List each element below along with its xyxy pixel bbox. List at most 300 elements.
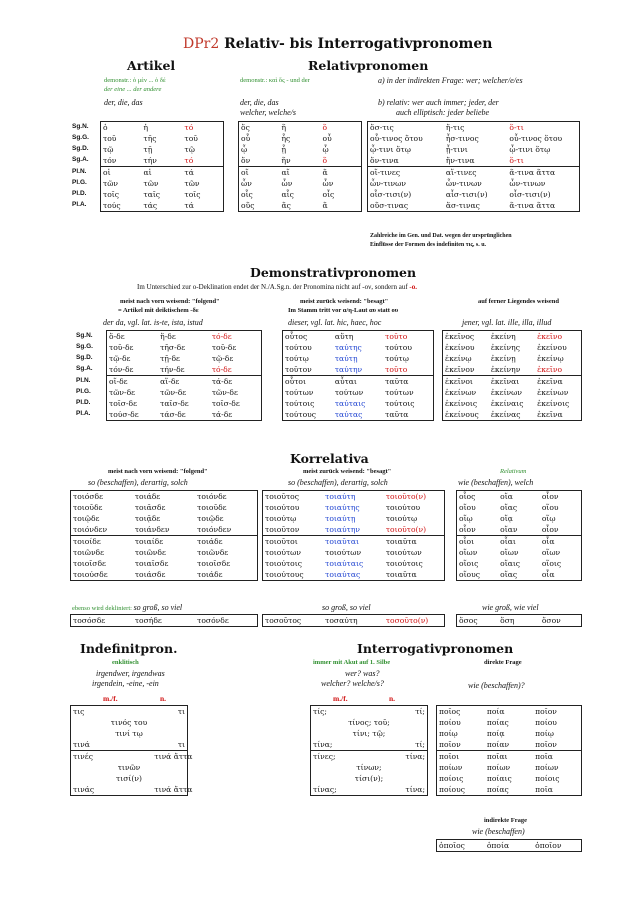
table-cell: τοιῶνδε [73, 548, 105, 557]
table-cell: ἐκεῖνος [445, 332, 475, 341]
case-label: Pl.G. [76, 388, 91, 395]
case-label: Pl.A. [72, 201, 87, 208]
case-label: Pl.D. [72, 190, 87, 197]
table-row [443, 331, 582, 343]
indef-note: enklitisch [112, 659, 139, 666]
demo-table-ekeinos [442, 330, 582, 421]
table-row [107, 364, 262, 376]
table-cell: τίνα; [405, 785, 425, 794]
table-cell: τούτους [285, 410, 317, 419]
table-cell: τούσ-δε [109, 410, 139, 419]
table-row [71, 536, 258, 548]
relativ-meaning-left: der, die, das [240, 98, 279, 107]
table-cell: οἱ [101, 167, 142, 179]
table-row [107, 342, 262, 353]
table-cell: οἵαις [500, 559, 521, 568]
relativ-heading: Relativpronomen [308, 58, 429, 73]
table-cell: τοιῷδε [197, 514, 224, 523]
table-cell: ὅ [322, 123, 328, 132]
table-cell: οἵῳ [459, 514, 473, 523]
table-cell: ποίαις [486, 774, 512, 783]
table-cell: ὅσ-τις [370, 123, 394, 132]
table-cell: τῆσ-δε [160, 343, 186, 352]
table-row [263, 513, 445, 524]
table-cell [392, 762, 427, 773]
table-cell: ποῖον [439, 740, 461, 749]
table-row [107, 376, 262, 388]
korr-b3-meaning: wie groß, wie viel [482, 603, 539, 612]
table-cell: τοῦ [184, 134, 198, 143]
table-cell: ὅ-τι [509, 123, 524, 132]
indef-col-n: n. [160, 694, 167, 703]
table-row [311, 706, 428, 718]
table-cell: τινά ἄττα [154, 752, 193, 761]
table-cell: τοιαύταις [325, 559, 364, 568]
table-cell [311, 773, 346, 784]
table-cell: ἅς [281, 201, 291, 210]
table-cell: τοῖς [184, 190, 201, 199]
table-cell: ἅσ-τινας [445, 201, 480, 210]
table-row [311, 739, 428, 751]
table-row [107, 387, 262, 398]
title-text: Relativ- bis Interrogativpronomen [224, 36, 493, 52]
table-cell: τοιοῦδε [197, 503, 227, 512]
table-row [101, 155, 224, 167]
table-cell: τοσόνδε [197, 616, 229, 625]
table-row [311, 784, 428, 796]
table-row [239, 167, 362, 179]
table-cell: τίνος; τοῦ; [348, 718, 390, 727]
table-cell: τοιῶνδε [197, 548, 229, 557]
table-cell: τῷ-δε [211, 354, 234, 363]
artikel-note-1: demonstr.: ὁ μὲν ... ὁ δέ [104, 77, 166, 84]
table-cell: τοιάσδε [134, 570, 166, 579]
table-row [368, 200, 580, 212]
table-cell: οἵᾳ [500, 514, 513, 523]
table-cell [71, 717, 106, 728]
table-row [457, 615, 582, 627]
table-cell: τοιοῖσδε [197, 559, 231, 568]
demo-c2-note-1: meist zurück weisend: "besagt" [300, 298, 389, 305]
table-cell: ταύτην [334, 365, 363, 374]
demo-c2-note-2: Im Stamm tritt vor α/η-Laut αυ statt ου [288, 307, 399, 314]
table-cell: ἡ [143, 123, 149, 132]
table-cell: τούτου [385, 343, 412, 352]
table-cell: οἷς [241, 190, 253, 199]
table-row [283, 353, 434, 364]
table-cell: ἐκεῖνα [537, 410, 563, 419]
table-cell: τῶν-δε [160, 388, 187, 397]
table-cell: τίνων; [356, 763, 382, 772]
table-row [71, 762, 188, 773]
interr-direct-note: direkte Frage [484, 659, 522, 666]
table-cell: ποίων [486, 763, 511, 772]
table-row [457, 502, 582, 513]
table-cell: ὅσον [541, 616, 561, 625]
table-row [437, 751, 582, 763]
table-cell: ἧσ-τινος [445, 134, 479, 143]
demo-c1-note-1: meist nach vorn weisend: "folgend" [120, 298, 220, 305]
table-cell: τῇ [143, 145, 153, 154]
table-cell: ὧν [322, 179, 334, 188]
table-cell: τῆς [143, 134, 157, 143]
table-cell: τοιούτων [385, 548, 422, 557]
table-cell: ταῦτα [385, 410, 409, 419]
relativ-footnote-2: Einflüsse der Formen des indefiniten τις, s. u. [370, 242, 487, 248]
korr-table-hosos [456, 614, 582, 627]
table-row [283, 376, 434, 388]
table-cell [392, 728, 427, 739]
table-cell: τάς [143, 201, 158, 210]
demo-intro [137, 283, 417, 291]
table-cell: τοιάνδεν [134, 525, 170, 534]
table-cell [311, 728, 346, 739]
table-cell: ποίας [486, 718, 509, 727]
table-cell: ἐκείνων [445, 388, 477, 397]
table-cell: τούτων [385, 388, 414, 397]
table-row [368, 189, 580, 200]
table-cell: τῶν-δε [211, 388, 238, 397]
interr-table-hopoios [436, 839, 582, 852]
table-cell: οἵων [459, 548, 478, 557]
table-row [437, 784, 582, 796]
demo-table-hode [106, 330, 262, 421]
korr-table-toiosde [70, 490, 258, 581]
artikel-heading: Artikel [127, 58, 176, 73]
table-row [457, 547, 582, 558]
case-label: Pl.N. [72, 168, 87, 175]
korr-c3-meaning: wie (beschaffen), welch [458, 478, 534, 487]
table-cell: ᾧ [241, 145, 248, 154]
table-cell: τοιαῦτα [385, 570, 417, 579]
table-cell: ποίαν [486, 740, 510, 749]
table-cell: ἐκείνης [490, 343, 520, 352]
table-row [368, 155, 580, 167]
table-cell: τοιαύτας [325, 570, 361, 579]
table-cell: ἥ-τις [445, 123, 465, 132]
table-cell: ἐκείνῳ [537, 354, 564, 363]
table-cell [392, 773, 427, 784]
interr-col-n: n. [389, 694, 396, 703]
table-cell: τινά [73, 740, 90, 749]
table-cell: τοιοῦτος [265, 492, 299, 501]
table-cell: τόν [103, 156, 117, 165]
table-row [71, 773, 188, 784]
demo-table-houtos [282, 330, 434, 421]
korr-c3-note: Relativum [500, 468, 527, 475]
table-cell [71, 728, 106, 739]
table-cell: ἐκείνου [445, 343, 475, 352]
table-row [443, 353, 582, 364]
table-cell: ποῖα [535, 785, 553, 794]
table-row [437, 762, 582, 773]
table-row [283, 387, 434, 398]
table-cell: ὅν-τινα [370, 156, 399, 165]
table-cell: τῷ [184, 145, 195, 154]
table-cell: τοῖς [103, 190, 120, 199]
table-row [283, 342, 434, 353]
table-cell [311, 717, 346, 728]
interr-table [310, 705, 428, 796]
table-cell: ᾗ [281, 145, 287, 154]
table-cell: οἵας [500, 570, 518, 579]
table-cell: ὅ [322, 156, 328, 165]
table-cell: οὗ [241, 134, 251, 143]
page-title [183, 36, 492, 52]
table-cell: ποίου [535, 718, 557, 727]
artikel-note-2: der eine ... der andere [104, 86, 162, 93]
table-cell: οἵ-τινες [368, 167, 444, 179]
table-row [71, 728, 188, 739]
table-row [457, 569, 582, 581]
interr-col-mf: m./f. [333, 694, 348, 703]
table-row [457, 513, 582, 524]
korr-c2-note: meist zurück weisend: "besagt" [303, 468, 392, 475]
table-cell: τοιοίδε [71, 536, 133, 548]
table-row [457, 524, 582, 536]
table-cell: τοιούτου [385, 503, 421, 512]
table-cell: τίνας; [313, 785, 337, 794]
table-cell: ᾗ-τινι [445, 145, 468, 154]
table-cell: οὕς [241, 201, 255, 210]
case-label: Sg.G. [76, 343, 93, 350]
indef-heading: Indefinitpron. [80, 641, 178, 656]
table-cell: τοῦ [103, 134, 117, 143]
table-cell: τίνι; τῷ; [352, 729, 386, 738]
table-cell: οἷα [540, 536, 582, 548]
table-cell: οὕσ-τινας [370, 201, 409, 210]
table-row [101, 133, 224, 144]
table-cell: ὅν [241, 156, 251, 165]
table-cell: τοιαῦται [323, 536, 384, 548]
table-row [101, 189, 224, 200]
table-cell: αἱ [142, 167, 183, 179]
table-cell: ἐκείνων [490, 388, 522, 397]
table-cell: τοῖσ-δε [211, 399, 240, 408]
table-cell: ἥ [281, 123, 287, 132]
table-cell: ποίοις [439, 774, 464, 783]
demo-c2-meaning: dieser, vgl. lat. hic, haec, hoc [288, 318, 382, 327]
table-cell: οὗτος [285, 332, 308, 341]
table-cell: τήν-δε [160, 365, 185, 374]
korr-b2-meaning: so groß, so viel [322, 603, 371, 612]
table-cell [71, 773, 106, 784]
table-cell: τούτων [334, 388, 364, 397]
table-cell: τοιόνδε [197, 492, 227, 501]
table-row [457, 491, 582, 503]
table-cell [346, 739, 393, 751]
table-cell: ἐκεῖνο [537, 332, 563, 341]
table-cell: ἅ [322, 201, 328, 210]
table-row [239, 122, 362, 134]
table-cell: τοιαῦτα [384, 536, 445, 548]
table-cell: οἷα [541, 570, 555, 579]
table-cell: ταῖς [143, 190, 161, 199]
interr-note: immer mit Akut auf 1. Silbe [313, 659, 391, 666]
table-cell: ὁποῖον [535, 841, 562, 850]
table-cell: τοιαύτῃ [325, 514, 356, 523]
table-cell: τοῖσ-δε [109, 399, 138, 408]
table-cell: τινός του [110, 718, 148, 727]
demo-heading: Demonstrativpronomen [250, 265, 417, 280]
table-cell: τίνες; [311, 751, 346, 763]
table-cell [152, 717, 187, 728]
case-label: Pl.D. [76, 399, 91, 406]
table-cell: τά-δε [210, 376, 262, 388]
table-cell: τοιαῖσδε [134, 559, 169, 568]
table-cell: ᾧ-τινι ὅτῳ [370, 145, 411, 154]
table-cell: τοιαύτης [325, 503, 360, 512]
table-cell: ποῖον [535, 740, 557, 749]
table-cell: οἷον [459, 525, 476, 534]
table-cell: ποῖοι [437, 751, 485, 763]
table-cell: τούτοις [285, 399, 315, 408]
table-cell: τοῦτον [285, 365, 312, 374]
table-cell [71, 762, 106, 773]
table-cell: ἥν-τινα [445, 156, 475, 165]
table-cell: τοιούτῳ [385, 514, 418, 523]
table-row [437, 773, 582, 784]
korr-heading: Korrelativa [290, 451, 369, 466]
demo-c3-meaning: jener, vgl. lat. ille, illa, illud [462, 318, 552, 327]
table-row [443, 398, 582, 409]
table-row [239, 133, 362, 144]
table-cell: ὧν-τινων [370, 179, 406, 188]
table-cell: τοῦ-δε [109, 343, 134, 352]
demo-c1-meaning: der da, vgl. lat. is-te, ista, istud [103, 318, 203, 327]
title-prefix: DPr2 [183, 36, 220, 52]
table-row [263, 502, 445, 513]
table-cell: τοιούτοις [265, 559, 302, 568]
case-label: Sg.A. [76, 365, 93, 372]
artikel-table [100, 121, 224, 212]
demo-c1-note-2: = Artikel mit deiktischem -δε [118, 307, 199, 314]
table-cell: ἐκείνοις [537, 399, 570, 408]
table-cell: ἐκείνου [537, 343, 567, 352]
indef-col-mf: m./f. [103, 694, 118, 703]
table-cell: αὕτη [334, 332, 354, 341]
table-cell: ὁ [103, 123, 108, 132]
table-cell: ποίων [535, 763, 559, 772]
table-cell: τό-δε [211, 365, 232, 374]
table-cell: τοσοῦτο(ν) [385, 616, 429, 625]
table-cell: ποίων [439, 763, 463, 772]
table-cell: οἵου [541, 503, 559, 512]
table-cell: ἐκείνην [490, 365, 521, 374]
table-cell: τούτῳ [285, 354, 309, 363]
table-cell: ταύτης [334, 343, 362, 352]
table-cell: ὅς [241, 123, 250, 132]
table-row [437, 706, 582, 718]
demo-intro-ending: -ο. [409, 283, 417, 291]
table-cell: ἐκείνους [445, 410, 479, 419]
table-cell: τάσ-δε [160, 410, 186, 419]
table-cell: τοιόσδε [73, 492, 104, 501]
table-row [71, 524, 258, 536]
table-cell: τούς [103, 201, 121, 210]
table-cell: τό [184, 156, 194, 165]
table-row [283, 409, 434, 421]
table-cell: οἵα [500, 492, 513, 501]
table-cell: τι [177, 740, 185, 749]
table-cell: τοιοῦτον [265, 525, 300, 534]
table-row [443, 376, 582, 388]
table-cell: τῷ [103, 145, 114, 154]
table-cell: τοιούτου [265, 503, 300, 512]
table-cell: ὁποία [486, 841, 510, 850]
table-row [311, 717, 428, 728]
table-row [239, 155, 362, 167]
table-cell: τοιούτους [265, 570, 304, 579]
table-cell: τί; [415, 707, 425, 716]
table-row [107, 331, 262, 343]
table-row [437, 840, 582, 852]
table-cell: ταῖσ-δε [160, 399, 189, 408]
table-cell: τοιαύτην [325, 525, 361, 534]
interr-q2: welcher? welche/s? [321, 679, 384, 688]
table-cell [106, 739, 153, 751]
table-cell [152, 762, 187, 773]
table-cell: οὗ-τινος ὅτου [370, 134, 423, 143]
table-row [368, 178, 580, 189]
table-row [71, 569, 258, 581]
table-cell: οἷαι [498, 536, 540, 548]
table-cell: τις [73, 707, 85, 716]
table-cell: τά [184, 201, 194, 210]
table-row [107, 409, 262, 421]
table-cell: οἵων [541, 548, 561, 557]
korr-b1-meaning: so groß, so viel [133, 603, 183, 612]
table-cell: ἐκείναις [490, 399, 524, 408]
table-cell: ποίου [439, 718, 461, 727]
table-row [368, 144, 580, 155]
table-cell: αἷσ-τισι(ν) [445, 190, 488, 199]
indef-meaning-1: irgendwer, irgendwas [96, 669, 165, 678]
table-row [71, 491, 258, 503]
table-cell: ὅση [500, 616, 515, 625]
table-cell: τούτοις [385, 399, 415, 408]
table-cell: ταύτῃ [334, 354, 358, 363]
korr-table-tosoutos [262, 614, 445, 627]
korr-b1-note-text: ebenso wird dekliniert: [72, 605, 132, 612]
table-cell: ἧς [281, 134, 291, 143]
table-row [239, 144, 362, 155]
case-label: Pl.A. [76, 410, 91, 417]
relativ-footnote-1: Zahlreiche im Gen. und Dat. wegen der ursprünglichen [370, 233, 512, 239]
table-cell: οἵαν [500, 525, 518, 534]
case-label: Sg.D. [72, 145, 89, 152]
table-cell: τίσι(ν); [354, 774, 384, 783]
table-row [368, 167, 580, 179]
table-cell: οἵου [459, 503, 476, 512]
table-cell [152, 773, 187, 784]
table-cell: ποῖος [439, 707, 461, 716]
table-cell: ᾧ [322, 145, 329, 154]
relativ-b-text-2: auch elliptisch: jeder beliebe [396, 108, 490, 117]
table-cell: ἅ-τινα ἅττα [509, 201, 556, 210]
table-row [71, 558, 258, 569]
table-row [263, 547, 445, 558]
table-row [101, 178, 224, 189]
interr-indirect-note: indirekte Frage [484, 817, 528, 824]
table-row [443, 364, 582, 376]
table-row [239, 200, 362, 212]
table-cell: αἵ-τινες [444, 167, 508, 179]
table-cell: ποίῳ [439, 729, 458, 738]
table-cell: τίνα; [313, 740, 333, 749]
table-cell: τινάς [73, 785, 95, 794]
table-cell: ἅ-τινα ἅττα [507, 167, 579, 179]
